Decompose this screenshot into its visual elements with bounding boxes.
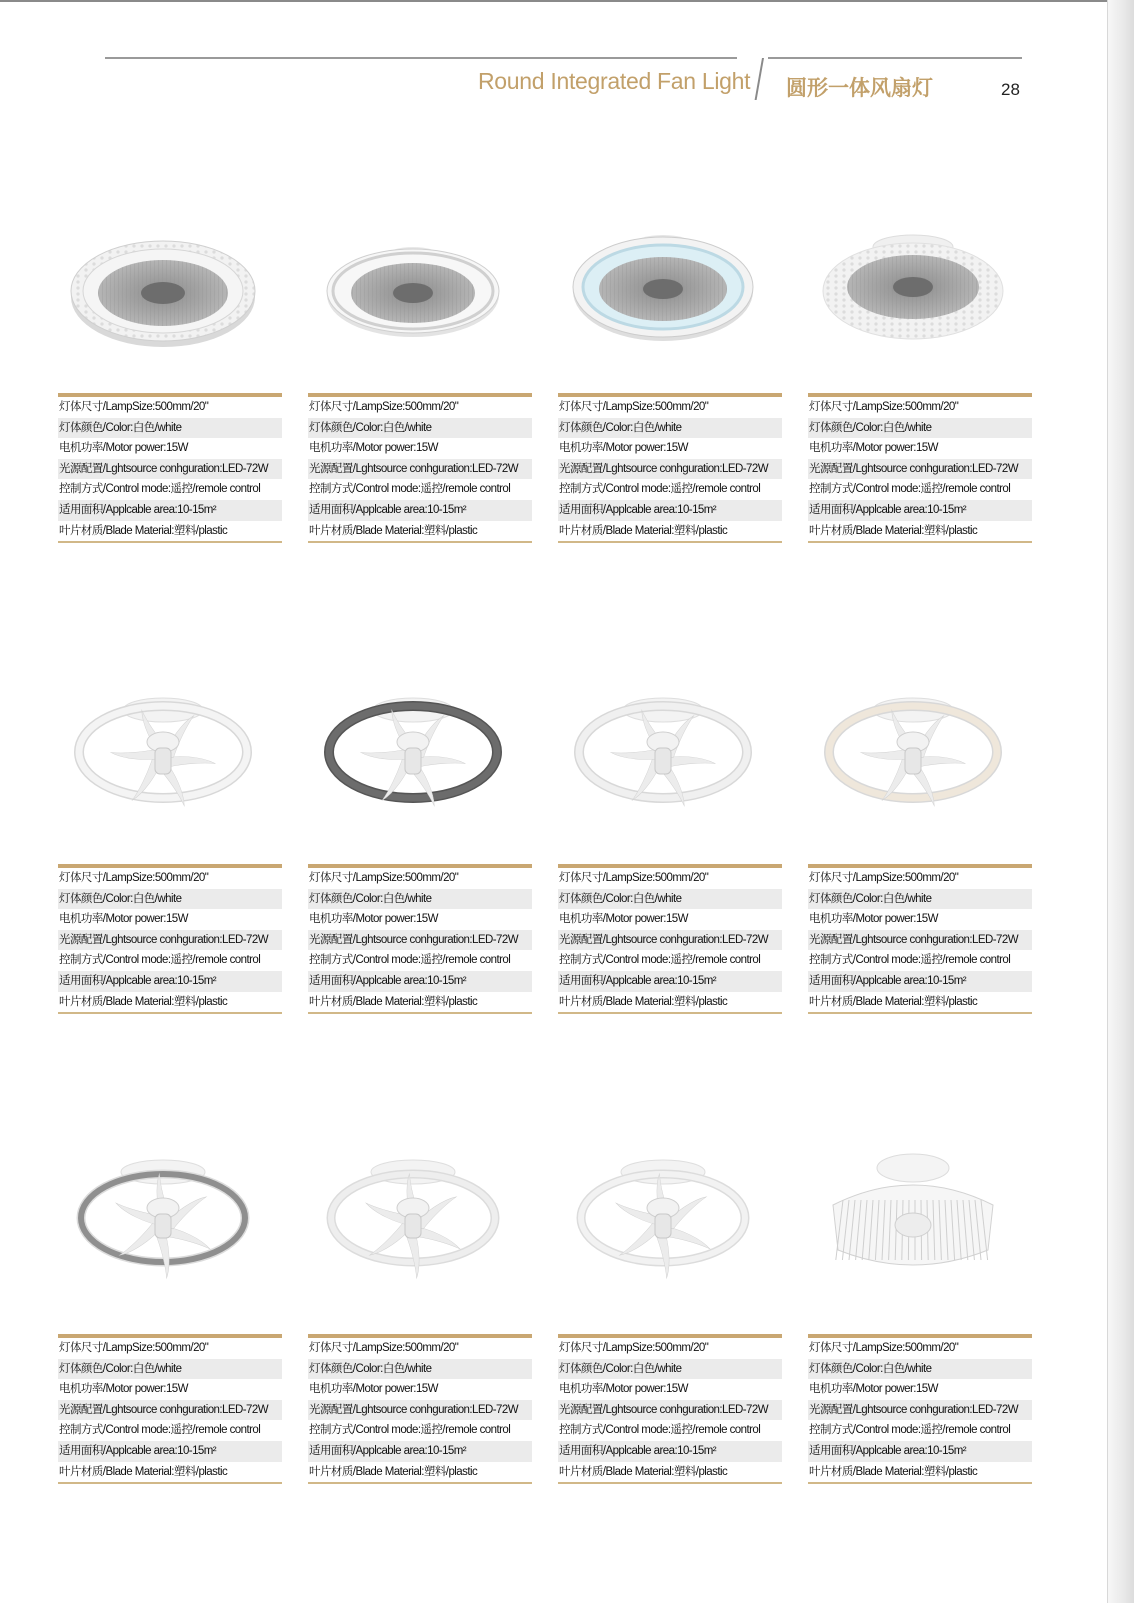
spec-row: 光源配置/Lghtsource conhguration:LED-72W	[308, 1400, 532, 1421]
spec-row: 灯体颜色/Color:白色/white	[808, 889, 1032, 910]
spec-row: 光源配置/Lghtsource conhguration:LED-72W	[58, 459, 282, 480]
spec-row: 控制方式/Control mode:遥控/remole control	[59, 954, 261, 967]
spec-row: 适用面积/Applcable area:10-15m²	[308, 971, 532, 992]
spec-row: 灯体颜色/Color:白色/white	[58, 889, 282, 910]
spec-row: 叶片材质/Blade Material:塑料/plastic	[309, 1465, 478, 1478]
spec-row: 叶片材质/Blade Material:塑料/plastic	[59, 524, 228, 537]
spec-row: 叶片材质/Blade Material:塑料/plastic	[309, 524, 478, 537]
page-title-chinese: 圆形一体风扇灯	[786, 77, 933, 100]
fan-light-product-image	[58, 660, 284, 830]
spec-row: 电机功率/Motor power:15W	[559, 913, 688, 926]
spec-row: 适用面积/Applcable area:10-15m²	[808, 500, 1032, 521]
page-side-edge	[1107, 0, 1134, 1603]
spec-table	[808, 393, 1032, 543]
spec-table	[58, 864, 282, 1014]
header-rule-right	[768, 57, 1022, 59]
spec-row: 电机功率/Motor power:15W	[59, 1383, 188, 1396]
spec-row: 灯体颜色/Color:白色/white	[558, 889, 782, 910]
spec-table	[558, 864, 782, 1014]
spec-row: 灯体尺寸/LampSize:500mm/20"	[559, 401, 709, 413]
spec-row: 适用面积/Applcable area:10-15m²	[308, 1441, 532, 1462]
spec-row: 叶片材质/Blade Material:塑料/plastic	[559, 1465, 728, 1478]
spec-row: 叶片材质/Blade Material:塑料/plastic	[59, 1465, 228, 1478]
spec-row: 光源配置/Lghtsource conhguration:LED-72W	[308, 459, 532, 480]
spec-row: 光源配置/Lghtsource conhguration:LED-72W	[558, 1400, 782, 1421]
fan-light-product-image	[58, 195, 284, 365]
spec-row: 光源配置/Lghtsource conhguration:LED-72W	[308, 930, 532, 951]
page-title-english: Round Integrated Fan Light	[478, 68, 751, 94]
spec-row: 光源配置/Lghtsource conhguration:LED-72W	[808, 930, 1032, 951]
spec-row: 叶片材质/Blade Material:塑料/plastic	[809, 524, 978, 537]
spec-row: 灯体尺寸/LampSize:500mm/20"	[59, 872, 209, 884]
spec-table	[308, 1334, 532, 1484]
spec-row: 适用面积/Applcable area:10-15m²	[558, 1441, 782, 1462]
spec-row: 控制方式/Control mode:遥控/remole control	[309, 954, 511, 967]
spec-table	[308, 864, 532, 1014]
spec-row: 灯体颜色/Color:白色/white	[308, 1359, 532, 1380]
header-divider-slash	[755, 58, 764, 100]
spec-row: 灯体颜色/Color:白色/white	[308, 418, 532, 439]
spec-row: 光源配置/Lghtsource conhguration:LED-72W	[558, 930, 782, 951]
spec-row: 适用面积/Applcable area:10-15m²	[308, 500, 532, 521]
spec-row: 叶片材质/Blade Material:塑料/plastic	[809, 995, 978, 1008]
spec-row: 控制方式/Control mode:遥控/remole control	[59, 483, 261, 496]
spec-row: 适用面积/Applcable area:10-15m²	[558, 500, 782, 521]
spec-row: 控制方式/Control mode:遥控/remole control	[559, 483, 761, 496]
spec-row: 灯体尺寸/LampSize:500mm/20"	[59, 401, 209, 413]
fan-light-product-image	[558, 195, 784, 365]
spec-row: 电机功率/Motor power:15W	[59, 442, 188, 455]
spec-table	[808, 1334, 1032, 1484]
spec-row: 叶片材质/Blade Material:塑料/plastic	[559, 524, 728, 537]
fan-light-product-image	[808, 1130, 1034, 1300]
fan-light-product-image	[308, 660, 534, 830]
spec-row: 电机功率/Motor power:15W	[309, 442, 438, 455]
spec-table	[808, 864, 1032, 1014]
spec-row: 控制方式/Control mode:遥控/remole control	[59, 1424, 261, 1437]
spec-row: 灯体颜色/Color:白色/white	[558, 1359, 782, 1380]
fan-light-product-image	[558, 660, 784, 830]
spec-row: 电机功率/Motor power:15W	[809, 913, 938, 926]
spec-row: 灯体颜色/Color:白色/white	[308, 889, 532, 910]
fan-light-product-image	[308, 195, 534, 365]
page-top-edge	[0, 0, 1134, 2]
spec-row: 适用面积/Applcable area:10-15m²	[808, 1441, 1032, 1462]
header-rule-left	[105, 57, 737, 59]
spec-table	[58, 1334, 282, 1484]
spec-row: 灯体尺寸/LampSize:500mm/20"	[809, 401, 959, 413]
spec-row: 光源配置/Lghtsource conhguration:LED-72W	[58, 1400, 282, 1421]
spec-row: 灯体尺寸/LampSize:500mm/20"	[309, 872, 459, 884]
spec-row: 灯体尺寸/LampSize:500mm/20"	[309, 1342, 459, 1354]
spec-row: 适用面积/Applcable area:10-15m²	[558, 971, 782, 992]
spec-row: 灯体颜色/Color:白色/white	[808, 1359, 1032, 1380]
spec-row: 适用面积/Applcable area:10-15m²	[808, 971, 1032, 992]
spec-row: 控制方式/Control mode:遥控/remole control	[559, 1424, 761, 1437]
spec-row: 电机功率/Motor power:15W	[309, 1383, 438, 1396]
spec-row: 电机功率/Motor power:15W	[59, 913, 188, 926]
spec-table	[558, 393, 782, 543]
spec-row: 控制方式/Control mode:遥控/remole control	[809, 1424, 1011, 1437]
spec-row: 灯体颜色/Color:白色/white	[558, 418, 782, 439]
spec-row: 叶片材质/Blade Material:塑料/plastic	[309, 995, 478, 1008]
page-number: 28	[1001, 80, 1020, 99]
spec-row: 灯体尺寸/LampSize:500mm/20"	[59, 1342, 209, 1354]
spec-row: 灯体尺寸/LampSize:500mm/20"	[809, 1342, 959, 1354]
spec-row: 控制方式/Control mode:遥控/remole control	[559, 954, 761, 967]
fan-light-product-image	[308, 1130, 534, 1300]
spec-row: 适用面积/Applcable area:10-15m²	[58, 971, 282, 992]
spec-row: 电机功率/Motor power:15W	[309, 913, 438, 926]
spec-row: 叶片材质/Blade Material:塑料/plastic	[809, 1465, 978, 1478]
spec-row: 控制方式/Control mode:遥控/remole control	[809, 954, 1011, 967]
spec-row: 灯体尺寸/LampSize:500mm/20"	[809, 872, 959, 884]
spec-row: 光源配置/Lghtsource conhguration:LED-72W	[808, 459, 1032, 480]
spec-row: 控制方式/Control mode:遥控/remole control	[309, 1424, 511, 1437]
spec-table	[558, 1334, 782, 1484]
spec-row: 灯体颜色/Color:白色/white	[808, 418, 1032, 439]
spec-row: 适用面积/Applcable area:10-15m²	[58, 1441, 282, 1462]
spec-row: 灯体尺寸/LampSize:500mm/20"	[559, 1342, 709, 1354]
spec-row: 电机功率/Motor power:15W	[559, 442, 688, 455]
spec-row: 灯体尺寸/LampSize:500mm/20"	[559, 872, 709, 884]
spec-row: 电机功率/Motor power:15W	[809, 442, 938, 455]
spec-row: 叶片材质/Blade Material:塑料/plastic	[59, 995, 228, 1008]
spec-row: 叶片材质/Blade Material:塑料/plastic	[559, 995, 728, 1008]
spec-row: 灯体尺寸/LampSize:500mm/20"	[309, 401, 459, 413]
spec-row: 控制方式/Control mode:遥控/remole control	[809, 483, 1011, 496]
fan-light-product-image	[558, 1130, 784, 1300]
fan-light-product-image	[58, 1130, 284, 1300]
spec-row: 光源配置/Lghtsource conhguration:LED-72W	[58, 930, 282, 951]
spec-row: 控制方式/Control mode:遥控/remole control	[309, 483, 511, 496]
spec-row: 光源配置/Lghtsource conhguration:LED-72W	[558, 459, 782, 480]
spec-table	[308, 393, 532, 543]
spec-row: 电机功率/Motor power:15W	[559, 1383, 688, 1396]
spec-table	[58, 393, 282, 543]
fan-light-product-image	[808, 660, 1034, 830]
spec-row: 适用面积/Applcable area:10-15m²	[58, 500, 282, 521]
fan-light-product-image	[808, 195, 1034, 365]
spec-row: 电机功率/Motor power:15W	[809, 1383, 938, 1396]
spec-row: 灯体颜色/Color:白色/white	[58, 418, 282, 439]
spec-row: 光源配置/Lghtsource conhguration:LED-72W	[808, 1400, 1032, 1421]
spec-row: 灯体颜色/Color:白色/white	[58, 1359, 282, 1380]
